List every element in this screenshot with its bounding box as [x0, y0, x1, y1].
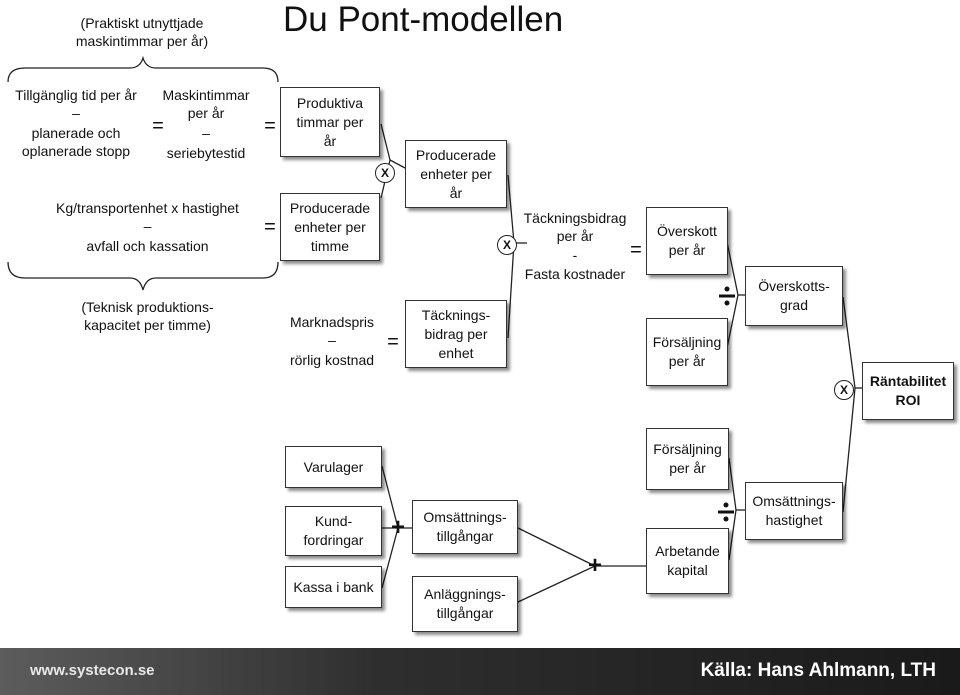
equals-sign: = [264, 216, 276, 238]
minus-sign: - [572, 247, 578, 263]
minus-sign: – [328, 332, 336, 348]
equals-sign: = [630, 239, 642, 261]
rorlig-kostnad-label: rörlig kostnad [289, 352, 375, 368]
forsaljning-per-ar-box: Försäljning per år [646, 318, 728, 386]
times-sign: X [497, 235, 517, 255]
anlaggningstillgangar-box: Anläggnings- tillgångar [412, 576, 518, 632]
producerade-per-ar-box: Producerade enheter per år [405, 140, 507, 208]
plus-sign: + [390, 514, 405, 541]
varulager-box: Varulager [285, 446, 382, 488]
footer-source: Källa: Hans Ahlmann, LTH [700, 660, 936, 681]
maskintimmar-label: Maskintimmar per år [162, 87, 250, 121]
bottom-brace [8, 262, 278, 290]
omsattningstillgangar-box: Omsättnings- tillgångar [412, 500, 518, 554]
producerade-per-timme-box: Producerade enheter per timme [280, 193, 380, 261]
times-sign: X [375, 163, 395, 183]
omsattningshastighet-box: Omsättnings- hastighet [745, 482, 843, 540]
kundfordringar-box: Kund- fordringar [285, 506, 382, 556]
line-ppa-x2 [508, 175, 514, 338]
top-note: (Praktiskt utnyttjade maskintimmar per år) [75, 15, 209, 49]
kassa-i-bank-box: Kassa i bank [285, 566, 382, 608]
minus-sign: – [143, 218, 152, 234]
footer-bar [0, 648, 960, 695]
overskottsgrad-box: Överskotts- grad [745, 266, 843, 326]
line-pt-x1 [381, 124, 390, 198]
equals-sign: = [152, 115, 164, 137]
bottom-note: (Teknisk produktions- kapacitet per timme) [81, 299, 214, 333]
line-ot-plus2 [518, 528, 595, 602]
plus-sign: + [587, 552, 602, 579]
minus-sign: – [202, 125, 210, 141]
page-title: Du Pont-modellen [283, 0, 564, 39]
avfall-kassation-label: avfall och kassation [86, 238, 209, 254]
tillganglig-tid-label: Tillgänglig tid per år [15, 87, 137, 103]
line-og-x3 [843, 297, 855, 512]
division-sign [716, 500, 736, 524]
times-sign: X [834, 380, 854, 400]
division-sign [717, 284, 737, 308]
rantabilitet-roi-box: Räntabilitet ROI [862, 362, 954, 420]
tackningsbidrag-per-ar-label: Täckningsbidrag per år [523, 210, 627, 244]
arbetande-kapital-box: Arbetande kapital [646, 528, 729, 594]
overskott-per-ar-box: Överskott per år [646, 207, 728, 275]
top-brace [8, 58, 278, 82]
seriebytestid-label: seriebytestid [166, 145, 246, 161]
kg-transportenhet-label: Kg/transportenhet x hastighet [56, 200, 239, 216]
produktiva-timmar-box: Produktiva timmar per år [280, 87, 380, 157]
tackningsbidrag-per-enhet-box: Täcknings- bidrag per enhet [405, 300, 507, 368]
fasta-kostnader-label: Fasta kostnader [524, 266, 626, 282]
equals-sign: = [264, 115, 276, 137]
marknadspris-label: Marknadspris [289, 314, 375, 330]
minus-sign: – [72, 105, 80, 121]
footer-url: www.systecon.se [30, 662, 155, 679]
forsaljning-per-ar-box-2: Försäljning per år [646, 428, 729, 490]
equals-sign: = [387, 331, 399, 353]
planerade-stopp-label: planerade och oplanerade stopp [21, 125, 131, 159]
